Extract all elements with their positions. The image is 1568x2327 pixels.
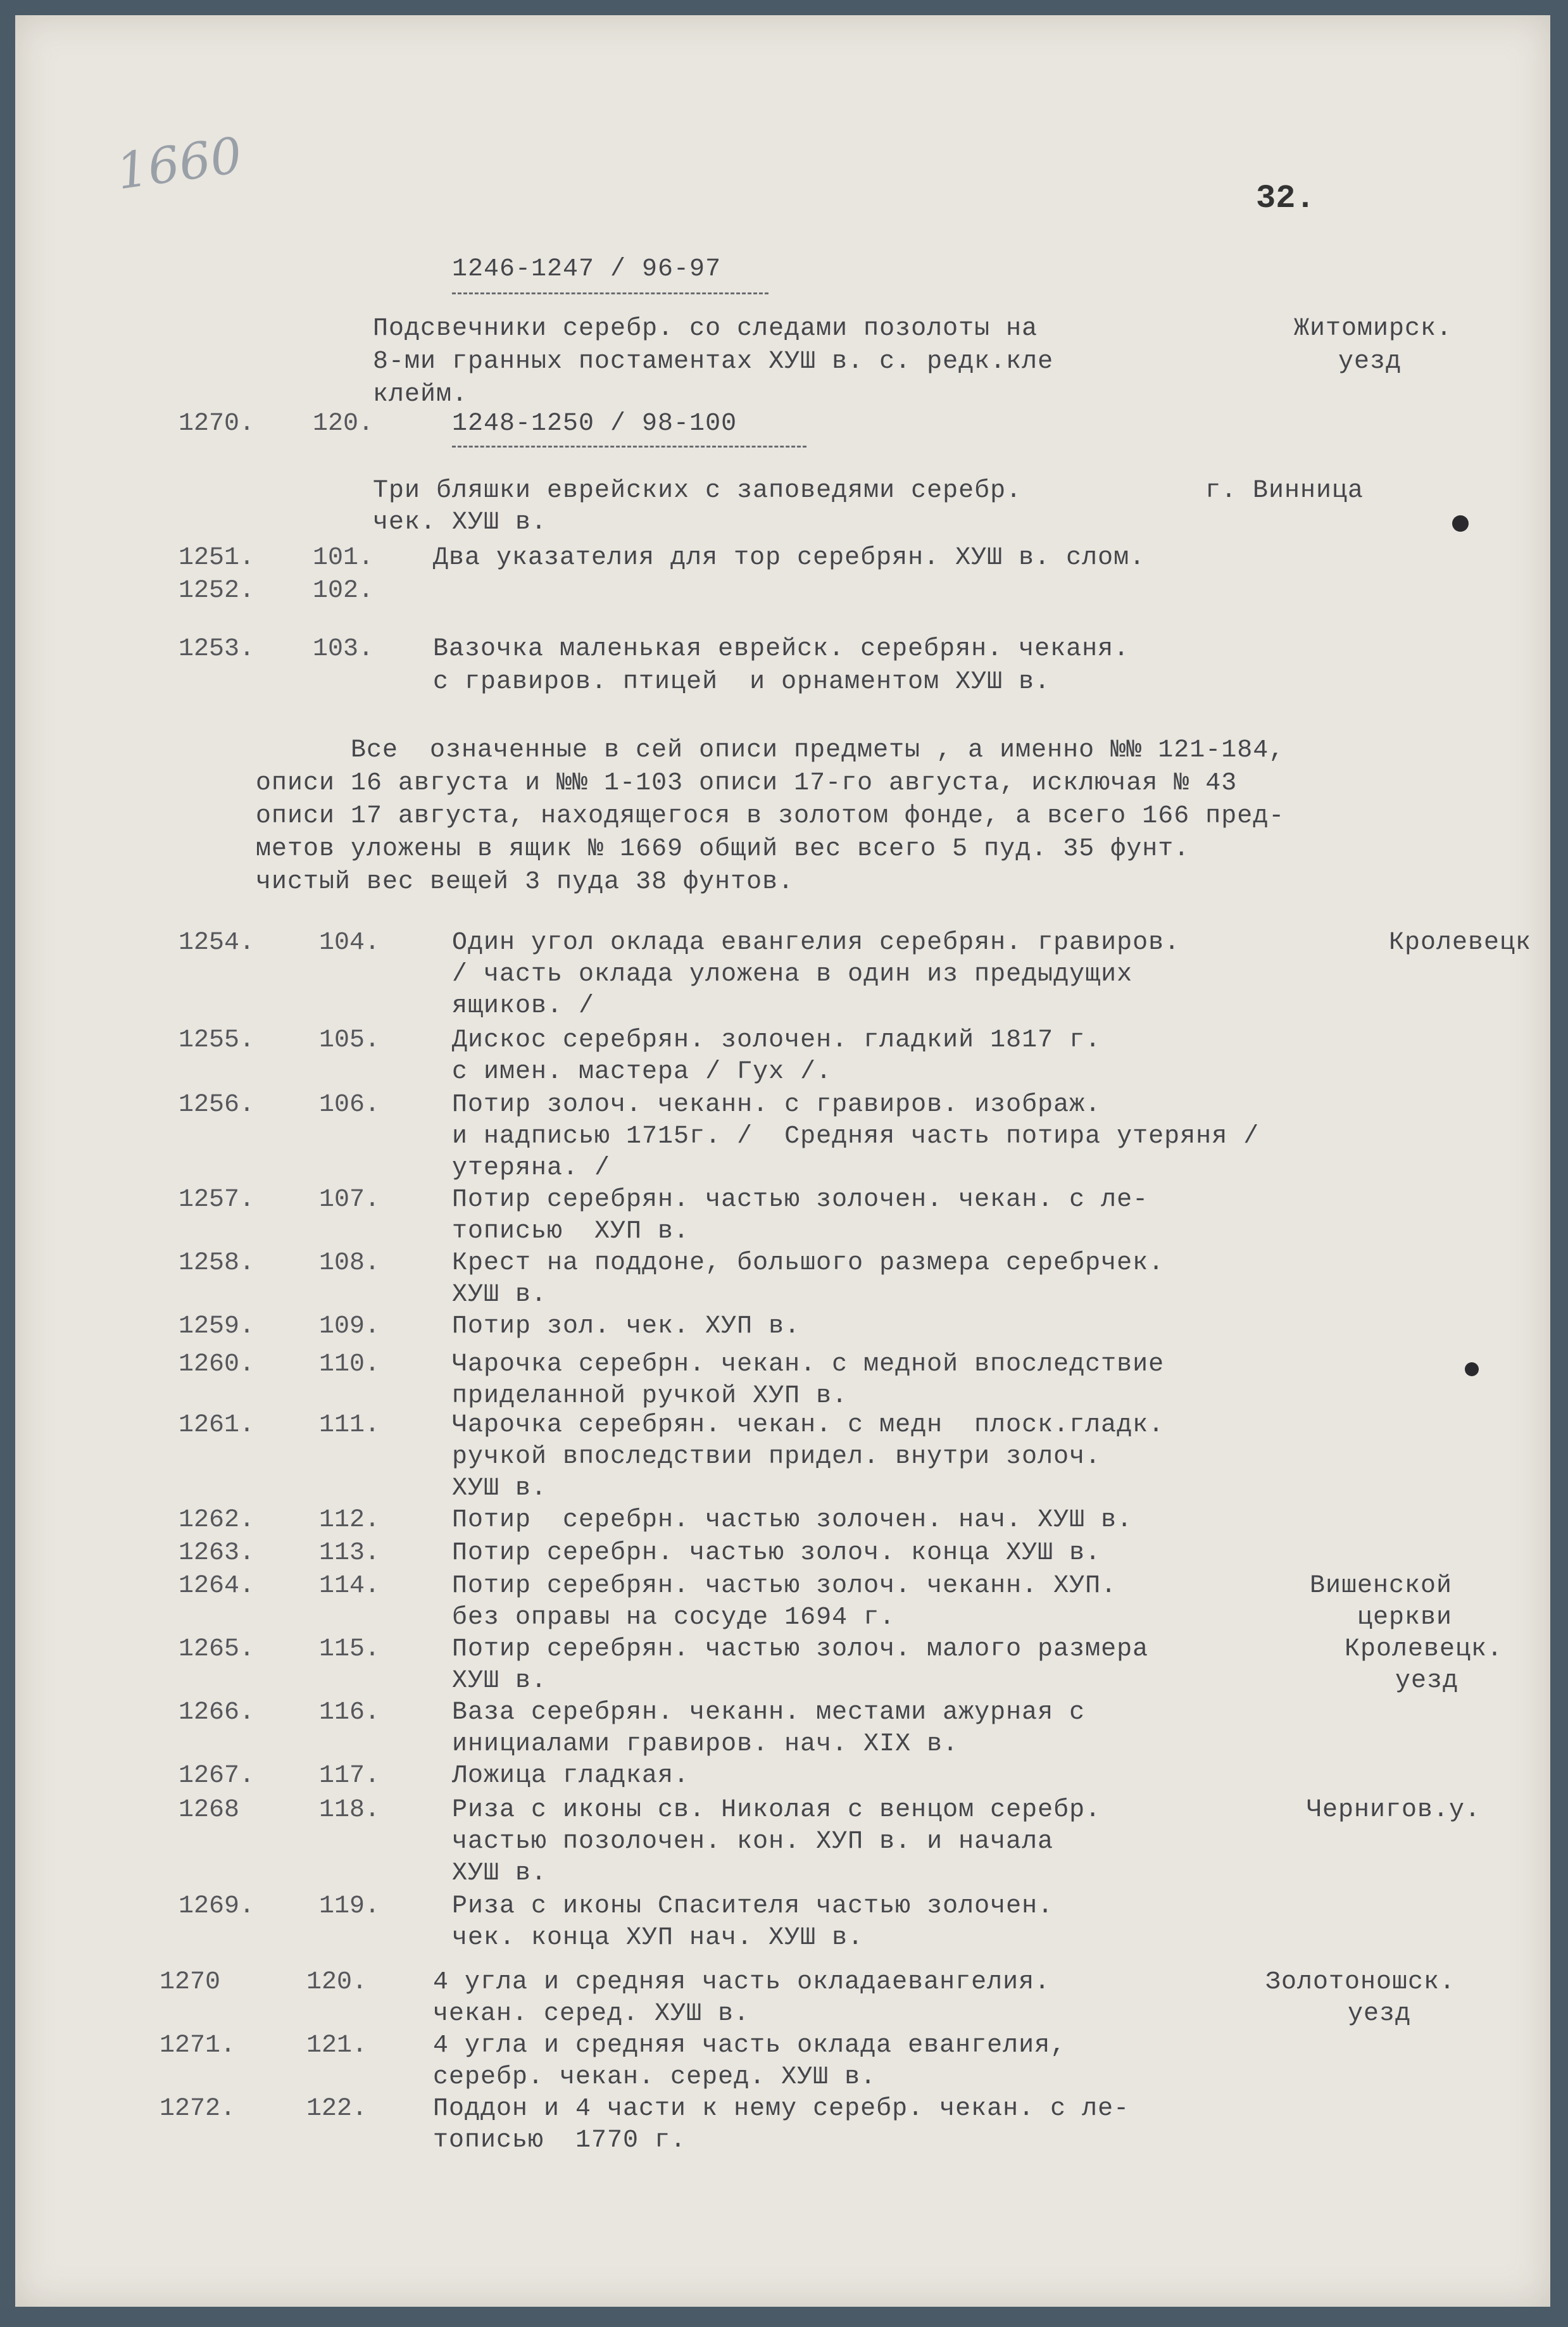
item-text-line: частью позолочен. кон. ХУП в. и начала [452,1828,1054,1856]
item-text-line: приделанной ручкой ХУП в. [452,1382,848,1410]
item-text-line: серебр. чекан. серед. ХУШ в. [433,2063,877,2092]
item-number: 104. [319,929,380,957]
item-text-line: / часть оклада уложена в один из предыдущих [452,960,1133,989]
item-number: 101. [313,544,374,572]
inventory-number: 1269. [179,1892,255,1921]
inventory-number: 1272. [160,2095,236,2123]
inventory-number: 1270 [160,1968,221,1997]
section-text-line: клейм. [373,380,468,409]
item-text-line: инициалами гравиров. нач. XIX в. [452,1730,959,1759]
place-label: Житомирск. [1294,315,1453,343]
item-number: 117. [319,1762,380,1790]
inventory-number: 1251. [179,544,255,572]
item-text-line: Два указателия для тор серебрян. ХУШ в. слом. [433,544,1146,572]
item-text-line: Ваза серебрян. чеканн. местами ажурная с [452,1698,1086,1727]
item-text-line: Поддон и 4 части к нему серебр. чекан. с ле- [433,2095,1130,2123]
item-number: 110. [319,1350,380,1379]
section-text-line: Подсвечники серебр. со следами позолоты на [373,315,1038,343]
item-text-line: Потир серебрян. частью золоч. чеканн. ХУП. [452,1572,1117,1600]
item-text-line: ручкой впоследствии придел. внутри золоч. [452,1443,1101,1471]
item-number: 112. [319,1506,380,1534]
item-number: 103. [313,635,374,663]
inventory-number: 1257. [179,1186,255,1214]
item-text-line: ХУШ в. [452,1859,548,1888]
item-text-line: без оправы на сосуде 1694 г. [452,1603,896,1632]
summary-line: описи 17 августа, находящегося в золотом фонде, а всего 166 пред- [256,802,1285,831]
item-text-line: ХУШ в. [452,1667,548,1695]
punch-hole [1452,515,1469,532]
item-number: 118. [319,1796,380,1824]
item-text-line: ХУШ в. [452,1474,548,1503]
inventory-number: 1262. [179,1506,255,1534]
inventory-number: 1264. [179,1572,255,1600]
item-text-line: Дискос серебрян. золочен. гладкий 1817 г. [452,1026,1101,1055]
item-number: 109. [319,1312,380,1341]
item-text-line: Потир серебрян. частью золоч. малого размера [452,1635,1149,1664]
summary-line: Все означенные в сей описи предметы , а именно №№ 121-184, [351,736,1285,765]
item-text-line: Потир серебрян. частью золочен. чекан. с ле- [452,1186,1149,1214]
inventory-number: 1260. [179,1350,255,1379]
place-label: Вишенской [1310,1572,1453,1600]
section-header: 1248-1250 / 98-100 [452,410,737,438]
inventory-number: 1266. [179,1698,255,1727]
item-text-line: чекан. серед. ХУШ в. [433,2000,750,2028]
item-number: 107. [319,1186,380,1214]
inventory-number: 1267. [179,1762,255,1790]
place-label: Золотоношск. [1265,1968,1456,1997]
item-text-line: ХУШ в. [452,1281,548,1309]
place-label: уезд [1348,2000,1412,2028]
place-label: Кролевецк. [1345,1635,1503,1664]
item-text-line: чек. конца ХУП нач. ХУШ в. [452,1924,864,1952]
item-text-line: Чарочка серебрян. чекан. с медн плоск.гладк. [452,1411,1165,1439]
inventory-number: 1259. [179,1312,255,1341]
item-text-line: Вазочка маленькая еврейск. серебрян. чеканя. [433,635,1130,663]
section-header: 1246-1247 / 96-97 [452,255,722,284]
inventory-number: 1271. [160,2031,236,2060]
item-text-line: Потир серебрн. частью золочен. нач. ХУШ в. [452,1506,1133,1534]
inventory-number: 1270. [179,410,255,438]
item-text-line: 4 угла и средняя часть оклада евангелия, [433,2031,1067,2060]
item-number: 106. [319,1091,380,1119]
header-underline [452,446,806,448]
item-number: 108. [319,1249,380,1277]
inventory-number: 1265. [179,1635,255,1664]
item-number: 121. [306,2031,368,2060]
item-number: 116. [319,1698,380,1727]
place-label: Кролевецк [1389,929,1532,957]
section-text-line: 8-ми гранных постаментах ХУШ в. с. редк.кле [373,348,1054,376]
item-number: 105. [319,1026,380,1055]
section-text-line: Три бляшки еврейских с заповедями серебр. [373,477,1022,505]
item-text-line: Риза с иконы Спасителя частью золочен. [452,1892,1054,1921]
item-number: 120. [306,1968,368,1997]
item-text-line: 4 угла и средняя часть окладаевангелия. [433,1968,1051,1997]
inventory-number: 1256. [179,1091,255,1119]
item-number: 113. [319,1539,380,1567]
item-text-line: Ложица гладкая. [452,1762,690,1790]
item-text-line: утеряна. / [452,1154,611,1182]
place-label: уезд [1338,348,1402,376]
summary-line: чистый вес вещей 3 пуда 38 фунтов. [256,868,794,896]
item-text-line: с имен. мастера / Гух /. [452,1058,832,1086]
item-text-line: Потир зол. чек. ХУП в. [452,1312,801,1341]
item-number: 120. [313,410,374,438]
item-number: 115. [319,1635,380,1664]
item-number: 122. [306,2095,368,2123]
header-underline [452,292,768,294]
item-number: 119. [319,1892,380,1921]
document-page [15,15,1550,2307]
item-text-line: ящиков. / [452,992,595,1020]
place-label: уезд [1395,1667,1459,1695]
inventory-number: 1255. [179,1026,255,1055]
pencil-note: 1660 [113,127,246,201]
item-text-line: Потир серебрн. частью золоч. конца ХУШ в. [452,1539,1101,1567]
inventory-number: 1268 [179,1796,240,1824]
place-label: г. Винница [1205,477,1364,505]
section-text-line: чек. ХУШ в. [373,508,548,537]
summary-line: метов уложены в ящик № 1669 общий вес всего 5 пуд. 35 фунт. [256,835,1190,863]
place-label: церкви [1357,1603,1453,1632]
inventory-number: 1253. [179,635,255,663]
item-text-line: тописью ХУП в. [452,1217,690,1246]
summary-line: описи 16 августа и №№ 1-103 описи 17-го августа, исключая № 43 [256,769,1238,798]
item-text-line: и надписью 1715г. / Средняя часть потира утеряня / [452,1122,1260,1151]
item-number: 114. [319,1572,380,1600]
inventory-number: 1254. [179,929,255,957]
item-text-line: Потир золоч. чеканн. с гравиров. изображ. [452,1091,1101,1119]
item-number: 111. [319,1411,380,1439]
page-number: 32. [1256,180,1315,217]
item-text-line: Крест на поддоне, большого размера серебрчек. [452,1249,1165,1277]
inventory-number: 1263. [179,1539,255,1567]
item-text-line: Чарочка серебрн. чекан. с медной впоследствие [452,1350,1165,1379]
item-text-line: Риза с иконы св. Николая с венцом серебр. [452,1796,1101,1824]
inventory-number: 1261. [179,1411,255,1439]
item-number: 102. [313,577,374,605]
punch-hole [1465,1362,1479,1376]
inventory-number: 1258. [179,1249,255,1277]
item-text-line: Один угол оклада евангелия серебрян. гравиров. [452,929,1181,957]
place-label: Чернигов.у. [1307,1796,1481,1824]
item-text-line: тописью 1770 г. [433,2126,687,2155]
inventory-number: 1252. [179,577,255,605]
item-text-line: с гравиров. птицей и орнаментом ХУШ в. [433,668,1051,696]
